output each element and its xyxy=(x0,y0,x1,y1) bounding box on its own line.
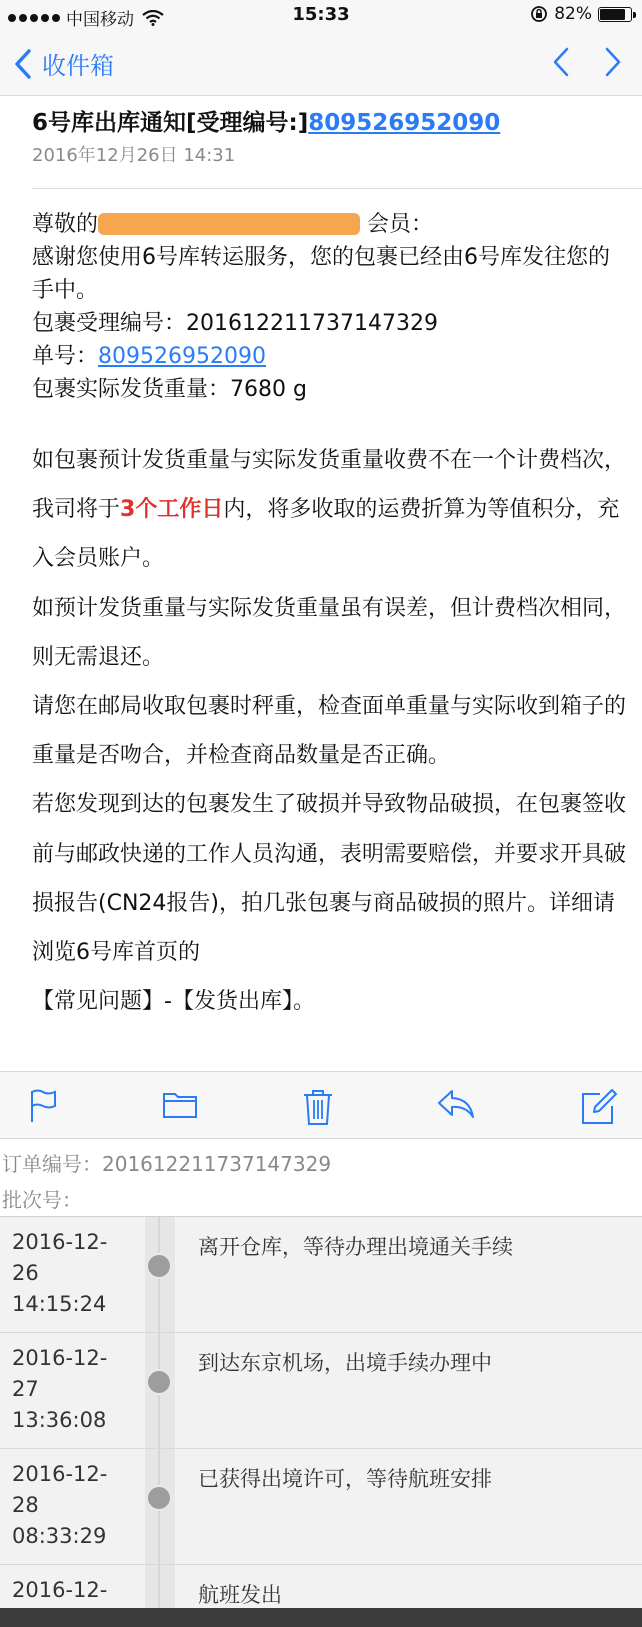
tracking-date-line: 27 xyxy=(12,1377,39,1401)
timeline-dot xyxy=(146,1369,172,1395)
tracking-date-line: 2016-12- xyxy=(12,1578,108,1602)
bottom-bar xyxy=(0,1608,642,1627)
battery-icon xyxy=(598,7,632,22)
refund-note xyxy=(32,436,627,584)
tracking-date xyxy=(12,1575,142,1606)
tracking-number-label: 单号： xyxy=(32,344,99,369)
timeline-dot xyxy=(146,1485,172,1511)
tracking-row xyxy=(0,1217,642,1333)
back-to-inbox-button[interactable] xyxy=(14,46,114,81)
mail-body-notes xyxy=(32,436,627,1026)
tracking-message: 到达东京机场，出境手续办理中 xyxy=(198,1351,492,1375)
tracking-message: 航班发出 xyxy=(198,1583,282,1607)
order-info xyxy=(0,1140,642,1217)
mail-subject xyxy=(32,104,612,137)
tracking-date-line: 2016-12- xyxy=(12,1230,108,1254)
tracking-row xyxy=(0,1333,642,1449)
header-divider xyxy=(32,188,642,189)
tracking-timeline xyxy=(0,1217,642,1627)
subject-text: 6号库出库通知[受理编号:] xyxy=(32,110,309,136)
flag-icon[interactable] xyxy=(28,1088,58,1124)
refund-deadline: 3个工作日 xyxy=(120,497,224,523)
same-tier-note: 如预计发货重量与实际发货重量虽有误差，但计费档次相同，则无需退还。 xyxy=(32,595,627,670)
weigh-check-note: 请您在邮局收取包裹时秤重，检查面单重量与实际收到箱子的重量是否吻合，并检查商品数量是否正确。 xyxy=(32,694,627,769)
trash-icon[interactable] xyxy=(302,1088,334,1126)
timeline-dot xyxy=(146,1253,172,1279)
status-bar xyxy=(0,0,642,32)
status-right xyxy=(530,4,632,24)
greeting xyxy=(32,208,627,241)
damage-note: 若您发现到达的包裹发生了破损并导致物品破损，在包裹签收前与邮政快递的工作人员沟通，表明需要赔偿，并要求开具破损报告(CN24报告)，拍几张包裹与商品破损的照片。详细请浏览6号库首页的 xyxy=(32,792,627,966)
battery-percent: 82% xyxy=(554,4,592,24)
faq-reference: 【常见问题】-【发货出库】。 xyxy=(32,989,315,1015)
tracking-date-line: 2016-12- xyxy=(12,1346,108,1370)
mail-toolbar xyxy=(0,1071,642,1139)
greeting-prefix: 尊敬的 xyxy=(32,212,99,237)
message-navigation xyxy=(552,47,622,77)
batch-number: 批次号： xyxy=(2,1188,82,1212)
back-button-label: 收件箱 xyxy=(42,52,114,80)
next-message-button[interactable] xyxy=(604,47,622,77)
refund-note-end: 内，将多收取的运费折算为等值积分，充入会员账户。 xyxy=(32,497,620,572)
acceptance-number: 包裹受理编号：201612211737147329 xyxy=(32,311,438,336)
tracking-number-line xyxy=(32,340,627,373)
redacted-email xyxy=(98,213,360,235)
reply-icon[interactable] xyxy=(436,1088,476,1120)
folder-icon[interactable] xyxy=(162,1088,198,1120)
actual-weight: 包裹实际发货重量：7680 g xyxy=(32,377,307,402)
tracking-row xyxy=(0,1449,642,1565)
chevron-left-icon xyxy=(14,49,32,79)
mail-nav-bar xyxy=(0,32,642,96)
thanks-line: 感谢您使用6号库转运服务，您的包裹已经由6号库发往您的手中。 xyxy=(32,245,610,303)
tracking-date xyxy=(12,1227,142,1320)
tracking-number-link[interactable]: 809526952090 xyxy=(98,344,266,369)
tracking-time: 08:33:29 xyxy=(12,1524,107,1548)
subject-tracking-link[interactable]: 809526952090 xyxy=(308,110,501,136)
compose-icon[interactable] xyxy=(580,1088,618,1126)
mail-date: 2016年12月26日 14:31 xyxy=(32,145,236,166)
clock: 15:33 xyxy=(292,4,350,25)
mail-header xyxy=(32,104,612,167)
mail-body-intro xyxy=(32,208,627,406)
order-number: 订单编号：201612211737147329 xyxy=(2,1152,332,1176)
carrier-name: 中国移动 xyxy=(66,10,134,30)
tracking-date-line: 2016-12- xyxy=(12,1462,108,1486)
tracking-date-line: 26 xyxy=(12,1261,39,1285)
tracking-message: 已获得出境许可，等待航班安排 xyxy=(198,1467,492,1491)
tracking-time: 14:15:24 xyxy=(12,1292,107,1316)
refund-note-start: 如包裹预计发货重量与实际发货重量收费不在一个计费档次，我司将于 xyxy=(32,448,627,523)
greeting-suffix: 会员： xyxy=(360,212,434,237)
tracking-date-line: 28 xyxy=(12,1493,39,1517)
tracking-time: 13:36:08 xyxy=(12,1408,107,1432)
tracking-date xyxy=(12,1343,142,1436)
previous-message-button[interactable] xyxy=(552,47,570,77)
tracking-date xyxy=(12,1459,142,1552)
battery-fill xyxy=(600,9,625,20)
tracking-message: 离开仓库，等待办理出境通关手续 xyxy=(198,1235,513,1259)
rotation-lock-icon xyxy=(530,5,548,23)
